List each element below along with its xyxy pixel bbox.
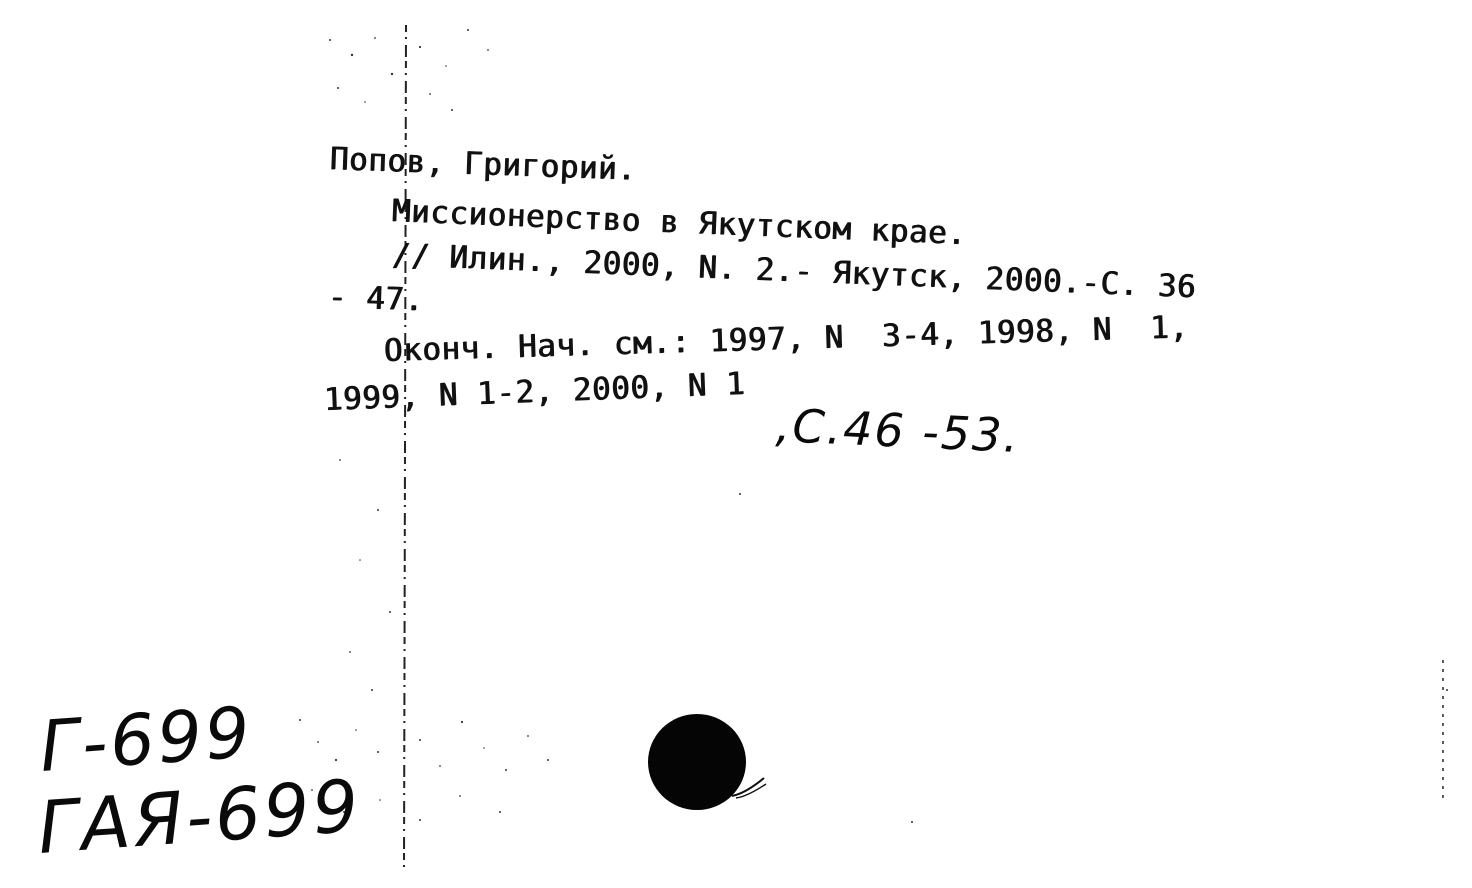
- source-line: // Илин., 2000, N. 2.- Якутск, 2000.-С. 36: [391, 237, 1197, 306]
- author-line: Попов, Григорий.: [329, 141, 638, 188]
- handwritten-pages: ,С.46 -53.: [774, 398, 1022, 464]
- shelf-mark-secondary: ГАЯ-699: [35, 763, 364, 870]
- punch-hole-tear: [730, 770, 768, 800]
- note-line-2: 1999, N 1-2, 2000, N 1: [323, 365, 746, 418]
- note-line-1: Оконч. Нач. см.: 1997, N 3-4, 1998, N 1,: [383, 309, 1190, 369]
- shelf-mark-primary: Г-699: [37, 691, 256, 788]
- pages-continuation: - 47.: [327, 279, 425, 319]
- title-line: Миссионерство в Якутском крае.: [391, 193, 968, 253]
